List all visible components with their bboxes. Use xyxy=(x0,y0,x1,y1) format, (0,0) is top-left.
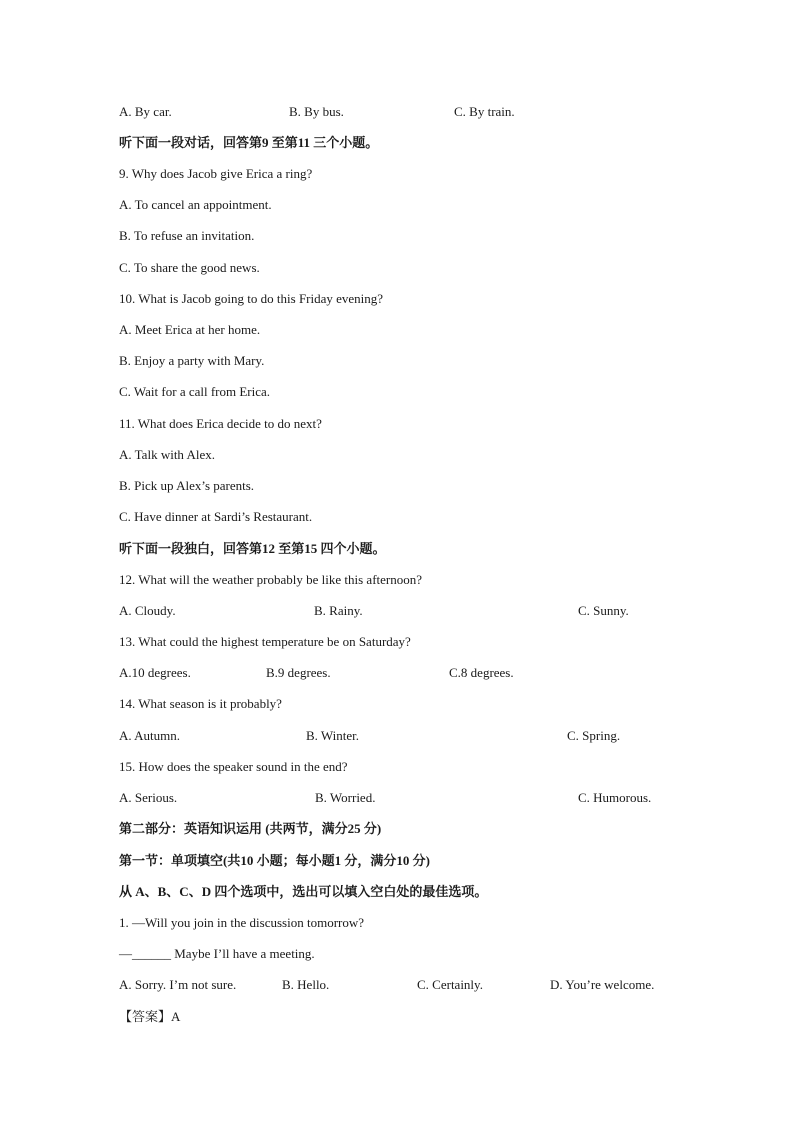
q14-option-b: B. Winter. xyxy=(306,728,360,743)
q11-option-a: A. Talk with Alex. xyxy=(119,447,215,462)
q10-option-a: A. Meet Erica at her home. xyxy=(119,322,261,337)
q9-question: 9. Why does Jacob give Erica a ring? xyxy=(119,166,313,181)
q14-option-a: A. Autumn. xyxy=(119,728,181,743)
answer-line: 【答案】A xyxy=(119,1009,181,1024)
q14-question: 14. What season is it probably? xyxy=(119,696,282,711)
q9-option-b: B. To refuse an invitation. xyxy=(119,228,255,243)
q9-option-a: A. To cancel an appointment. xyxy=(119,197,272,212)
q15-option-b: B. Worried. xyxy=(315,790,376,805)
q10-question: 10. What is Jacob going to do this Friday evening? xyxy=(119,291,384,306)
q12-question: 12. What will the weather probably be like this afternoon? xyxy=(119,572,422,587)
mc1-option-b: B. Hello. xyxy=(282,977,330,992)
section-heading-12-15: 听下面一段独白，回答第12 至第15 四个小题。 xyxy=(119,541,386,556)
q12-option-c: C. Sunny. xyxy=(578,603,629,618)
q13-option-b: B.9 degrees. xyxy=(266,665,331,680)
q13-option-a: A.10 degrees. xyxy=(119,665,191,680)
q13-question: 13. What could the highest temperature be on Saturday? xyxy=(119,634,411,649)
q12-option-b: B. Rainy. xyxy=(314,603,363,618)
q15-question: 15. How does the speaker sound in the end? xyxy=(119,759,348,774)
q10-option-b: B. Enjoy a party with Mary. xyxy=(119,353,265,368)
q10-option-c: C. Wait for a call from Erica. xyxy=(119,384,271,399)
section-heading-9-11: 听下面一段对话，回答第9 至第11 三个小题。 xyxy=(119,135,379,150)
mc1-option-a: A. Sorry. I’m not sure. xyxy=(119,977,237,992)
section1-heading: 第一节：单项填空(共10 小题；每小题1 分，满分10 分) xyxy=(119,853,430,868)
q11-question: 11. What does Erica decide to do next? xyxy=(119,416,322,431)
q12-option-a: A. Cloudy. xyxy=(119,603,176,618)
mc1-reply: —______ Maybe I’ll have a meeting. xyxy=(119,946,315,961)
q13-option-c: C.8 degrees. xyxy=(449,665,514,680)
q11-option-c: C. Have dinner at Sardi’s Restaurant. xyxy=(119,509,313,524)
q14-option-c: C. Spring. xyxy=(567,728,621,743)
mc1-question: 1. —Will you join in the discussion tomorrow? xyxy=(119,915,365,930)
mc1-option-c: C. Certainly. xyxy=(417,977,483,992)
mc1-option-d: D. You’re welcome. xyxy=(550,977,655,992)
instruction-text: 从 A、B、C、D 四个选项中，选出可以填入空白处的最佳选项。 xyxy=(119,884,488,899)
part2-heading: 第二部分：英语知识运用 (共两节，满分25 分) xyxy=(119,821,382,836)
q11-option-b: B. Pick up Alex’s parents. xyxy=(119,478,255,493)
q8-option-c: C. By train. xyxy=(454,104,515,119)
q8-option-a: A. By car. xyxy=(119,104,172,119)
q15-option-c: C. Humorous. xyxy=(578,790,652,805)
q8-option-b: B. By bus. xyxy=(289,104,344,119)
q9-option-c: C. To share the good news. xyxy=(119,260,260,275)
q15-option-a: A. Serious. xyxy=(119,790,178,805)
